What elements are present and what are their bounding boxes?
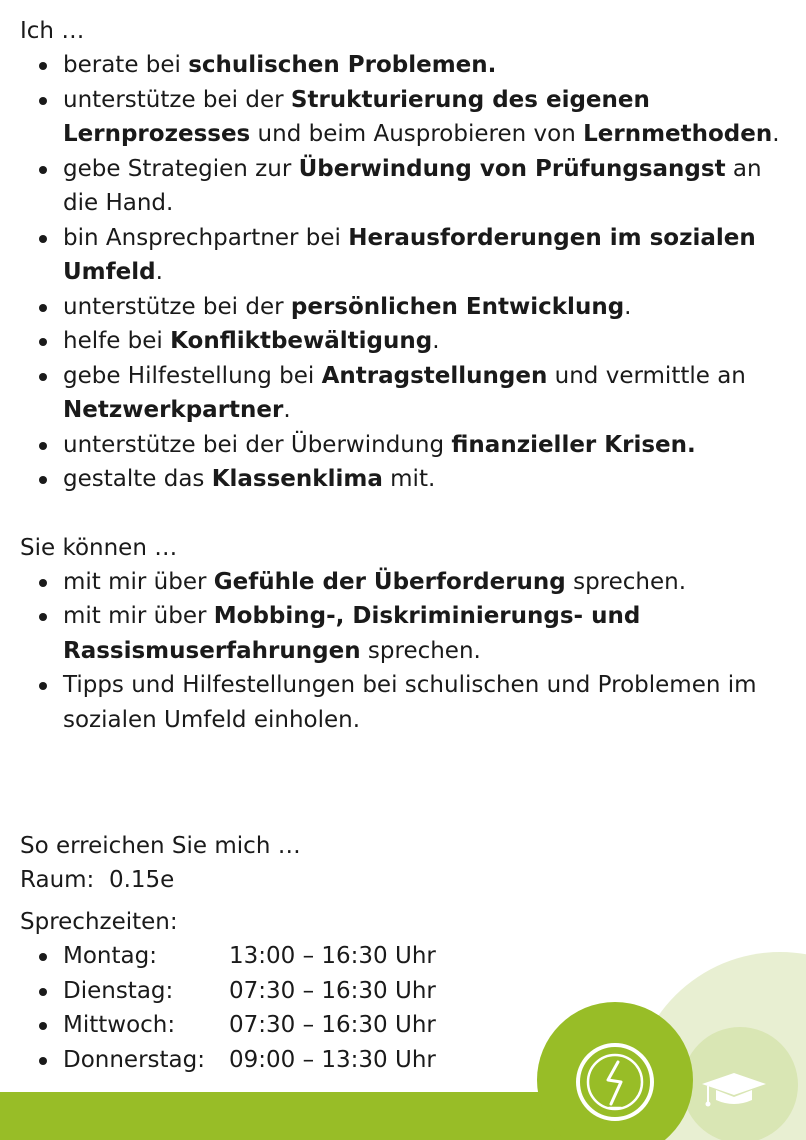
hours-time: 07:30 – 16:30 Uhr	[229, 977, 436, 1004]
text-segment: .	[432, 328, 440, 354]
sie-intro: Sie können …	[20, 534, 178, 561]
text-segment: gebe Strategien zur	[63, 155, 299, 182]
bold-text: Mobbing-, Diskriminierungs- und Rassismuserfahrungen	[63, 603, 641, 664]
bold-text: schulischen Problemen.	[188, 52, 497, 78]
bold-text: persönlichen Entwicklung	[290, 293, 625, 320]
hours-time: 13:00 – 16:30 Uhr	[229, 943, 436, 969]
text-segment: und vermittle an	[547, 362, 746, 389]
bold-text: Lernmethoden	[583, 121, 773, 147]
bold-text: Überwindung von Prüfungsangst	[298, 155, 726, 182]
hours-time: 09:00 – 13:30 Uhr	[229, 1046, 436, 1073]
text-segment: sprechen.	[360, 637, 481, 664]
bold-text: Antragstellungen	[321, 362, 548, 389]
hours-day: Donnerstag:	[63, 1046, 205, 1073]
bold-text: Strukturierung des eigenen Lernprozesses	[63, 86, 650, 147]
text-segment: unterstütze bei der	[63, 293, 291, 320]
bold-text: Netzwerkpartner	[63, 397, 284, 423]
text-segment: unterstütze bei der	[63, 86, 291, 113]
footer-band-shape	[0, 1092, 560, 1140]
bold-text: Klassenklima	[211, 466, 383, 492]
hours-time: 07:30 – 16:30 Uhr	[229, 1012, 436, 1038]
text-segment: .	[155, 259, 163, 285]
text-segment: gebe Hilfestellung bei	[63, 362, 322, 389]
text-segment: mit mir über	[63, 603, 214, 629]
text-segment: sprechen.	[565, 568, 687, 595]
contact-heading: So erreichen Sie mich …	[20, 833, 301, 859]
text-segment: .	[624, 293, 632, 320]
text-segment: bin Ansprechpartner bei	[63, 224, 349, 251]
text-segment: .	[283, 397, 291, 423]
hours-day: Dienstag:	[63, 977, 174, 1004]
text-segment: unterstütze bei der Überwindung	[63, 431, 452, 458]
text-segment: und beim Ausprobieren von	[250, 121, 584, 147]
bold-text: Herausforderungen im sozialen Umfeld	[63, 224, 756, 285]
lightbulb-icon	[578, 1045, 652, 1119]
text-segment: mit.	[382, 466, 436, 492]
room-label: Raum:	[20, 867, 95, 893]
text-segment: an die Hand.	[63, 155, 762, 216]
text-segment: mit mir über	[63, 568, 214, 595]
ich-intro: Ich …	[20, 18, 85, 44]
hours-day: Montag:	[63, 943, 157, 969]
bold-text: Gefühle der Überforderung	[213, 568, 566, 595]
text-segment: .	[772, 121, 780, 147]
bold-text: Konfliktbewältigung	[170, 328, 433, 354]
hours-day: Mittwoch:	[63, 1012, 176, 1038]
text-segment: gestalte das	[63, 466, 212, 492]
room-value: 0.15e	[108, 867, 175, 893]
text-segment: Tipps und Hilfestellungen bei schulischen und Problemen im sozialen Umfeld einholen.	[63, 672, 757, 733]
hours-heading: Sprechzeiten:	[20, 909, 178, 935]
text-segment: berate bei	[63, 52, 189, 78]
text-segment: helfe bei	[63, 328, 171, 354]
bold-text: finanzieller Krisen.	[451, 431, 696, 458]
